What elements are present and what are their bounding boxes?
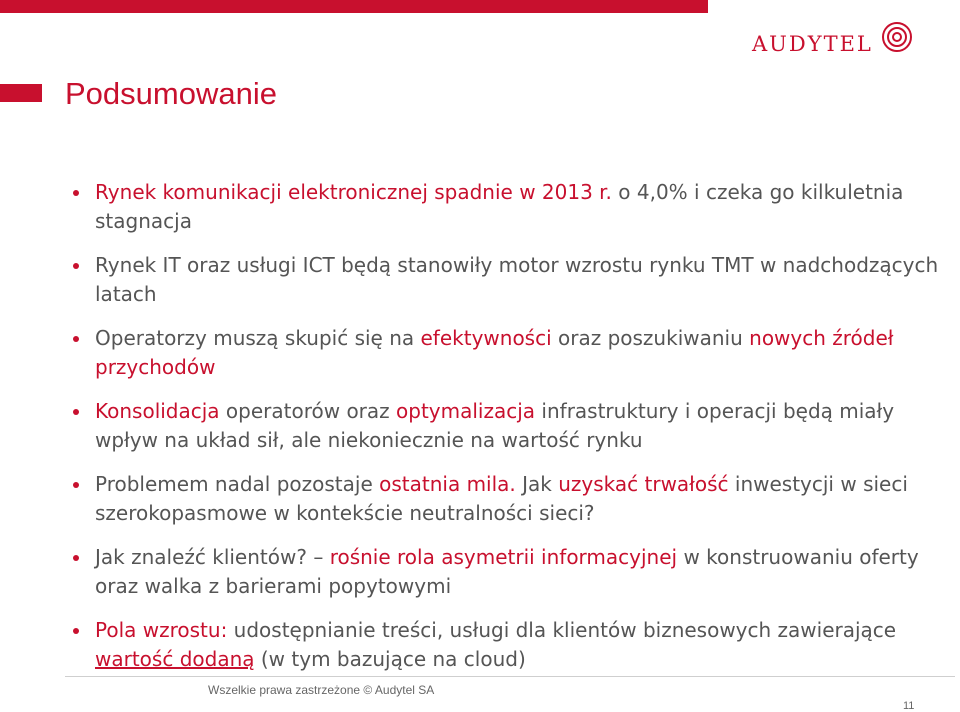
bullet-dot-icon: [73, 263, 79, 269]
bullet-text-segment: optymalizacja: [396, 399, 536, 423]
page-title: Podsumowanie: [65, 76, 277, 111]
bullet-dot-icon: [73, 555, 79, 561]
bullet-text-segment: oraz poszukiwaniu: [551, 326, 750, 350]
bullet-item: [65, 543, 945, 601]
page-number: 11: [903, 700, 915, 712]
bullet-text-segment: Konsolidacja: [95, 399, 220, 423]
bullet-text-segment: nowych źródeł przychodów: [95, 326, 894, 379]
bullet-text-segment: uzyskać trwałość: [558, 472, 729, 496]
bullet-text-segment: inwestycji w sieci szerokopasmowe w kontekście neutralności sieci?: [95, 472, 908, 525]
footer-divider: [65, 676, 955, 677]
bullet-text-segment: Problemem nadal pozostaje: [95, 472, 380, 496]
bullet-text-segment: ostatnia mila.: [379, 472, 516, 496]
bullet-text-segment: Jak: [515, 472, 559, 496]
bullet-dot-icon: [73, 628, 79, 634]
bullet-text-segment: infrastruktury i operacji będą miały wpływ na układ sił, ale niekoniecznie na wartość rynku: [95, 399, 895, 452]
audytel-logo: [752, 18, 932, 58]
bullet-item: [65, 324, 945, 382]
title-marker: [0, 84, 42, 102]
bullet-text-segment: efektywności: [420, 326, 552, 350]
bullet-text-segment: Rynek komunikacji elektronicznej spadnie w 2013 r.: [95, 180, 612, 204]
bullet-list: [65, 178, 945, 689]
footer-copyright: Wszelkie prawa zastrzeżone © Audytel SA: [208, 683, 435, 697]
bullet-item: [65, 397, 945, 455]
logo-swirl-icon: [880, 18, 914, 56]
bullet-text-segment: wartość dodaną: [95, 647, 255, 671]
bullet-item: [65, 178, 945, 236]
bullet-text-segment: udostępnianie treści, usługi dla klientów biznesowych zawierające: [227, 618, 897, 642]
bullet-text-segment: Jak znaleźć klientów? –: [95, 545, 330, 569]
top-accent-bar: [0, 0, 708, 13]
bullet-text-segment: Rynek IT oraz usługi ICT będą stanowiły motor wzrostu rynku TMT w nadchodzących latach: [95, 253, 939, 306]
logo-text: AUDYTEL: [752, 32, 873, 56]
bullet-text-segment: Pola wzrostu:: [95, 618, 228, 642]
bullet-text-segment: operatorów oraz: [219, 399, 397, 423]
bullet-text-segment: w konstruowaniu oferty oraz walka z barierami popytowymi: [95, 545, 919, 598]
bullet-text-segment: Operatorzy muszą skupić się na: [95, 326, 421, 350]
bullet-dot-icon: [73, 482, 79, 488]
bullet-text-segment: rośnie rola asymetrii informacyjnej: [329, 545, 678, 569]
bullet-dot-icon: [73, 336, 79, 342]
bullet-dot-icon: [73, 190, 79, 196]
bullet-text-segment: (w tym bazujące na cloud): [254, 647, 526, 671]
bullet-dot-icon: [73, 409, 79, 415]
bullet-item: [65, 251, 945, 309]
bullet-item: [65, 470, 945, 528]
bullet-text-segment: o 4,0% i czeka go kilkuletnia stagnacja: [95, 180, 904, 233]
bullet-item: [65, 616, 945, 674]
